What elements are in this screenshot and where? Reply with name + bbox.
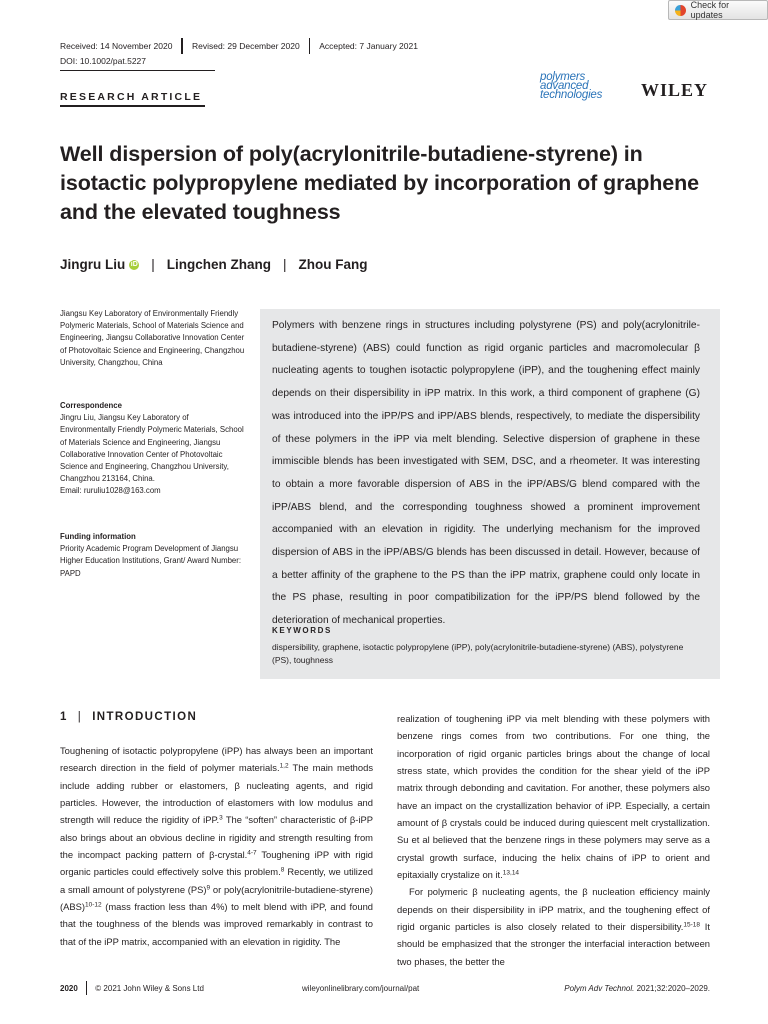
journal-logo-line: advanced [540,80,589,92]
header-rule [60,70,215,71]
revised-date: Revised: 29 December 2020 [191,41,300,51]
section-title: INTRODUCTION [92,711,198,723]
copyright: © 2021 John Wiley & Sons Ltd [95,983,204,993]
funding-heading: Funding information [60,532,136,541]
correspondence-block [60,400,245,498]
doi[interactable]: DOI: 10.1002/pat.5227 [60,56,147,66]
accepted-date: Accepted: 7 January 2021 [319,41,418,51]
divider [181,38,183,54]
dates-row [60,38,418,54]
journal-logo-line: technologies [540,89,603,101]
journal-url[interactable]: wileyonlinelibrary.com/journal/pat [302,983,420,993]
section-separator: | [77,711,83,723]
correspondence-heading: Correspondence [60,401,122,410]
journal-logo-line: polymers [540,71,586,83]
body-column-left [60,742,373,950]
check-for-updates-badge[interactable] [668,0,768,20]
article-title: Well dispersion of poly(acrylonitrile-butadiene-styrene) in isotactic polypropylene mediated by incorporation of graphene and the elevated toughness [60,142,700,224]
abstract-text: Polymers with benzene rings in structures including polystyrene (PS) and poly(acrylonitrile-butadiene-styrene) (ABS) could function as rigid organic particles and macromolecular β nucleating agents to toughen isotactic polypropylene (iPP), and the toughening effect mainly depends on their dispersibility in iPP matrix. In this work, a third component of graphene (G) was introduced into the iPP/PS and iPP/ABS blends, respectively, to mediate the dispersibility of these polymers in the iPP via melt blending. Selective dispersion of graphene in these immiscible blends has been investigated with SEM, DSC, and a rheometer. It was interesting to obtain a more favorable dispersion of ABS in the iPP/ABS/G blend compared with the iPP/ABS blend, and the corresponding toughness showed a prominent improvement accompanied with an elevation in rigidity. The underlying mechanism for the improved dispersion of ABS in the iPP/ABS/G blends has been discussed in detail. However, because of a better affinity of the graphene to the PS than the iPP matrix, graphene could only locate in the PS phase, resulting in poor compatibilization for the iPP/PS blend followed by the deterioration of mechanical properties. [272,320,700,627]
body-column-right [397,710,710,970]
keywords-heading: KEYWORDS [272,626,332,635]
crossmark-icon [675,5,686,16]
correspondence-text: Jingru Liu, Jiangsu Key Laboratory of Environmentally Friendly Polymeric Materials, School of Materials Science and Engineering, Jiangsu Collaborative Innovation Center of Photovoltaic Science and Engineering, Changzhou University, Changzhou 213164, China. [60,413,244,484]
orcid-icon[interactable]: iD [130,260,138,268]
correspondence-email[interactable]: Email: ruruliu1028@163.com [60,486,161,496]
affiliation: Jiangsu Key Laboratory of Environmentally Friendly Polymeric Materials, School of Materials Science and Engineering, Jiangsu Collaborative Innovation Center of Photovoltaic Science and Engineering, Changzhou University, Changzhou, China [60,309,245,367]
body-paragraph: For polymeric β nucleating agents, the β nucleation efficiency mainly depends on their dispersibility in iPP matrix, and the toughening effect of rigid organic particles is also closely related to their dispersibility.$^{15-18}$ It should be emphasized that the stronger the interfacial interaction between two phases, the better the [397,886,710,967]
check-for-updates-label: Check for updates [690,0,730,20]
funding-text: Priority Academic Program Development of Jiangsu Higher Education Institutions, Grant/ Award Number: PAPD [60,544,242,578]
body-paragraph: Toughening of isotactic polypropylene (iPP) has always been an important research direction in the field of polymer materials.$^{1,2}$ The main methods include adding rubber or elastomers, β nucleating agents, and rigid particles. However, the introduction of elastomers with low modulus and strength will reduce the rigidity of iPP.$^3$ The “soften” characteristic of β-iPP also brings about an obvious decline in rigidity and strength resulting from the incompact packing pattern of β-crystal.$^{4-7}$ Toughening iPP with rigid organic particles could effectively solve this problem.$^8$ Recently, we utilized a small amount of polystyrene (PS)$^9$ or poly(acrylonitrile-butadiene-styrene) (ABS)$^{10-12}$ (mass fraction less than 4%) to melt blend with iPP, and found that the toughness of the blends was improved remarkably in contrast to that of the iPP matrix, accompanied with an elevation in rigidity. The [60,745,374,947]
citation-info [564,984,710,993]
author-name[interactable]: Zhou Fang [298,257,368,272]
funding-block [60,531,245,580]
body-paragraph: realization of toughening iPP via melt blending with these polymers with benzene rings comes from two contributions. For one thing, the incorporation of rigid organic particles brings about the change of local stress state, which provides the condition for the shear yield of the iPP matrix through debonding and cavitation. For another, these polymers also have an impact on the crystallization behavior of iPP. Especially, a certain amount of β crystals could be induced during quiescent melt crystallization. Su et al believed that the benzene rings in these polymers may serve as a crystal growth surface, inducing the helix chains of iPP to orient and epitaxially crystalize on it.$^{13,14}$ [397,713,710,881]
author-list [60,257,368,272]
publisher-logo: WILEY [641,80,709,100]
section-heading [60,711,197,723]
journal-logo [540,73,632,100]
author-name[interactable]: Lingchen Zhang [166,257,272,272]
citation: 2021;32:2020–2029. [636,983,710,993]
author-separator: | [283,257,287,272]
article-type: RESEARCH ARTICLE [60,91,203,103]
page-number: 2020 [60,983,78,993]
author-separator: | [151,257,155,272]
divider [309,38,311,54]
keywords-text: dispersibility, graphene, isotactic polypropylene (iPP), poly(acrylonitrile-butadiene-styrene) (ABS), polystyrene (PS), toughness [272,642,684,665]
journal-abbrev: Polym Adv Technol. [564,983,635,993]
section-number: 1 [60,711,68,723]
author-name[interactable]: Jingru Liu [60,257,126,272]
article-type-underline [60,105,205,107]
received-date: Received: 14 November 2020 [60,41,173,51]
divider [86,981,88,995]
page-footer [60,981,710,995]
